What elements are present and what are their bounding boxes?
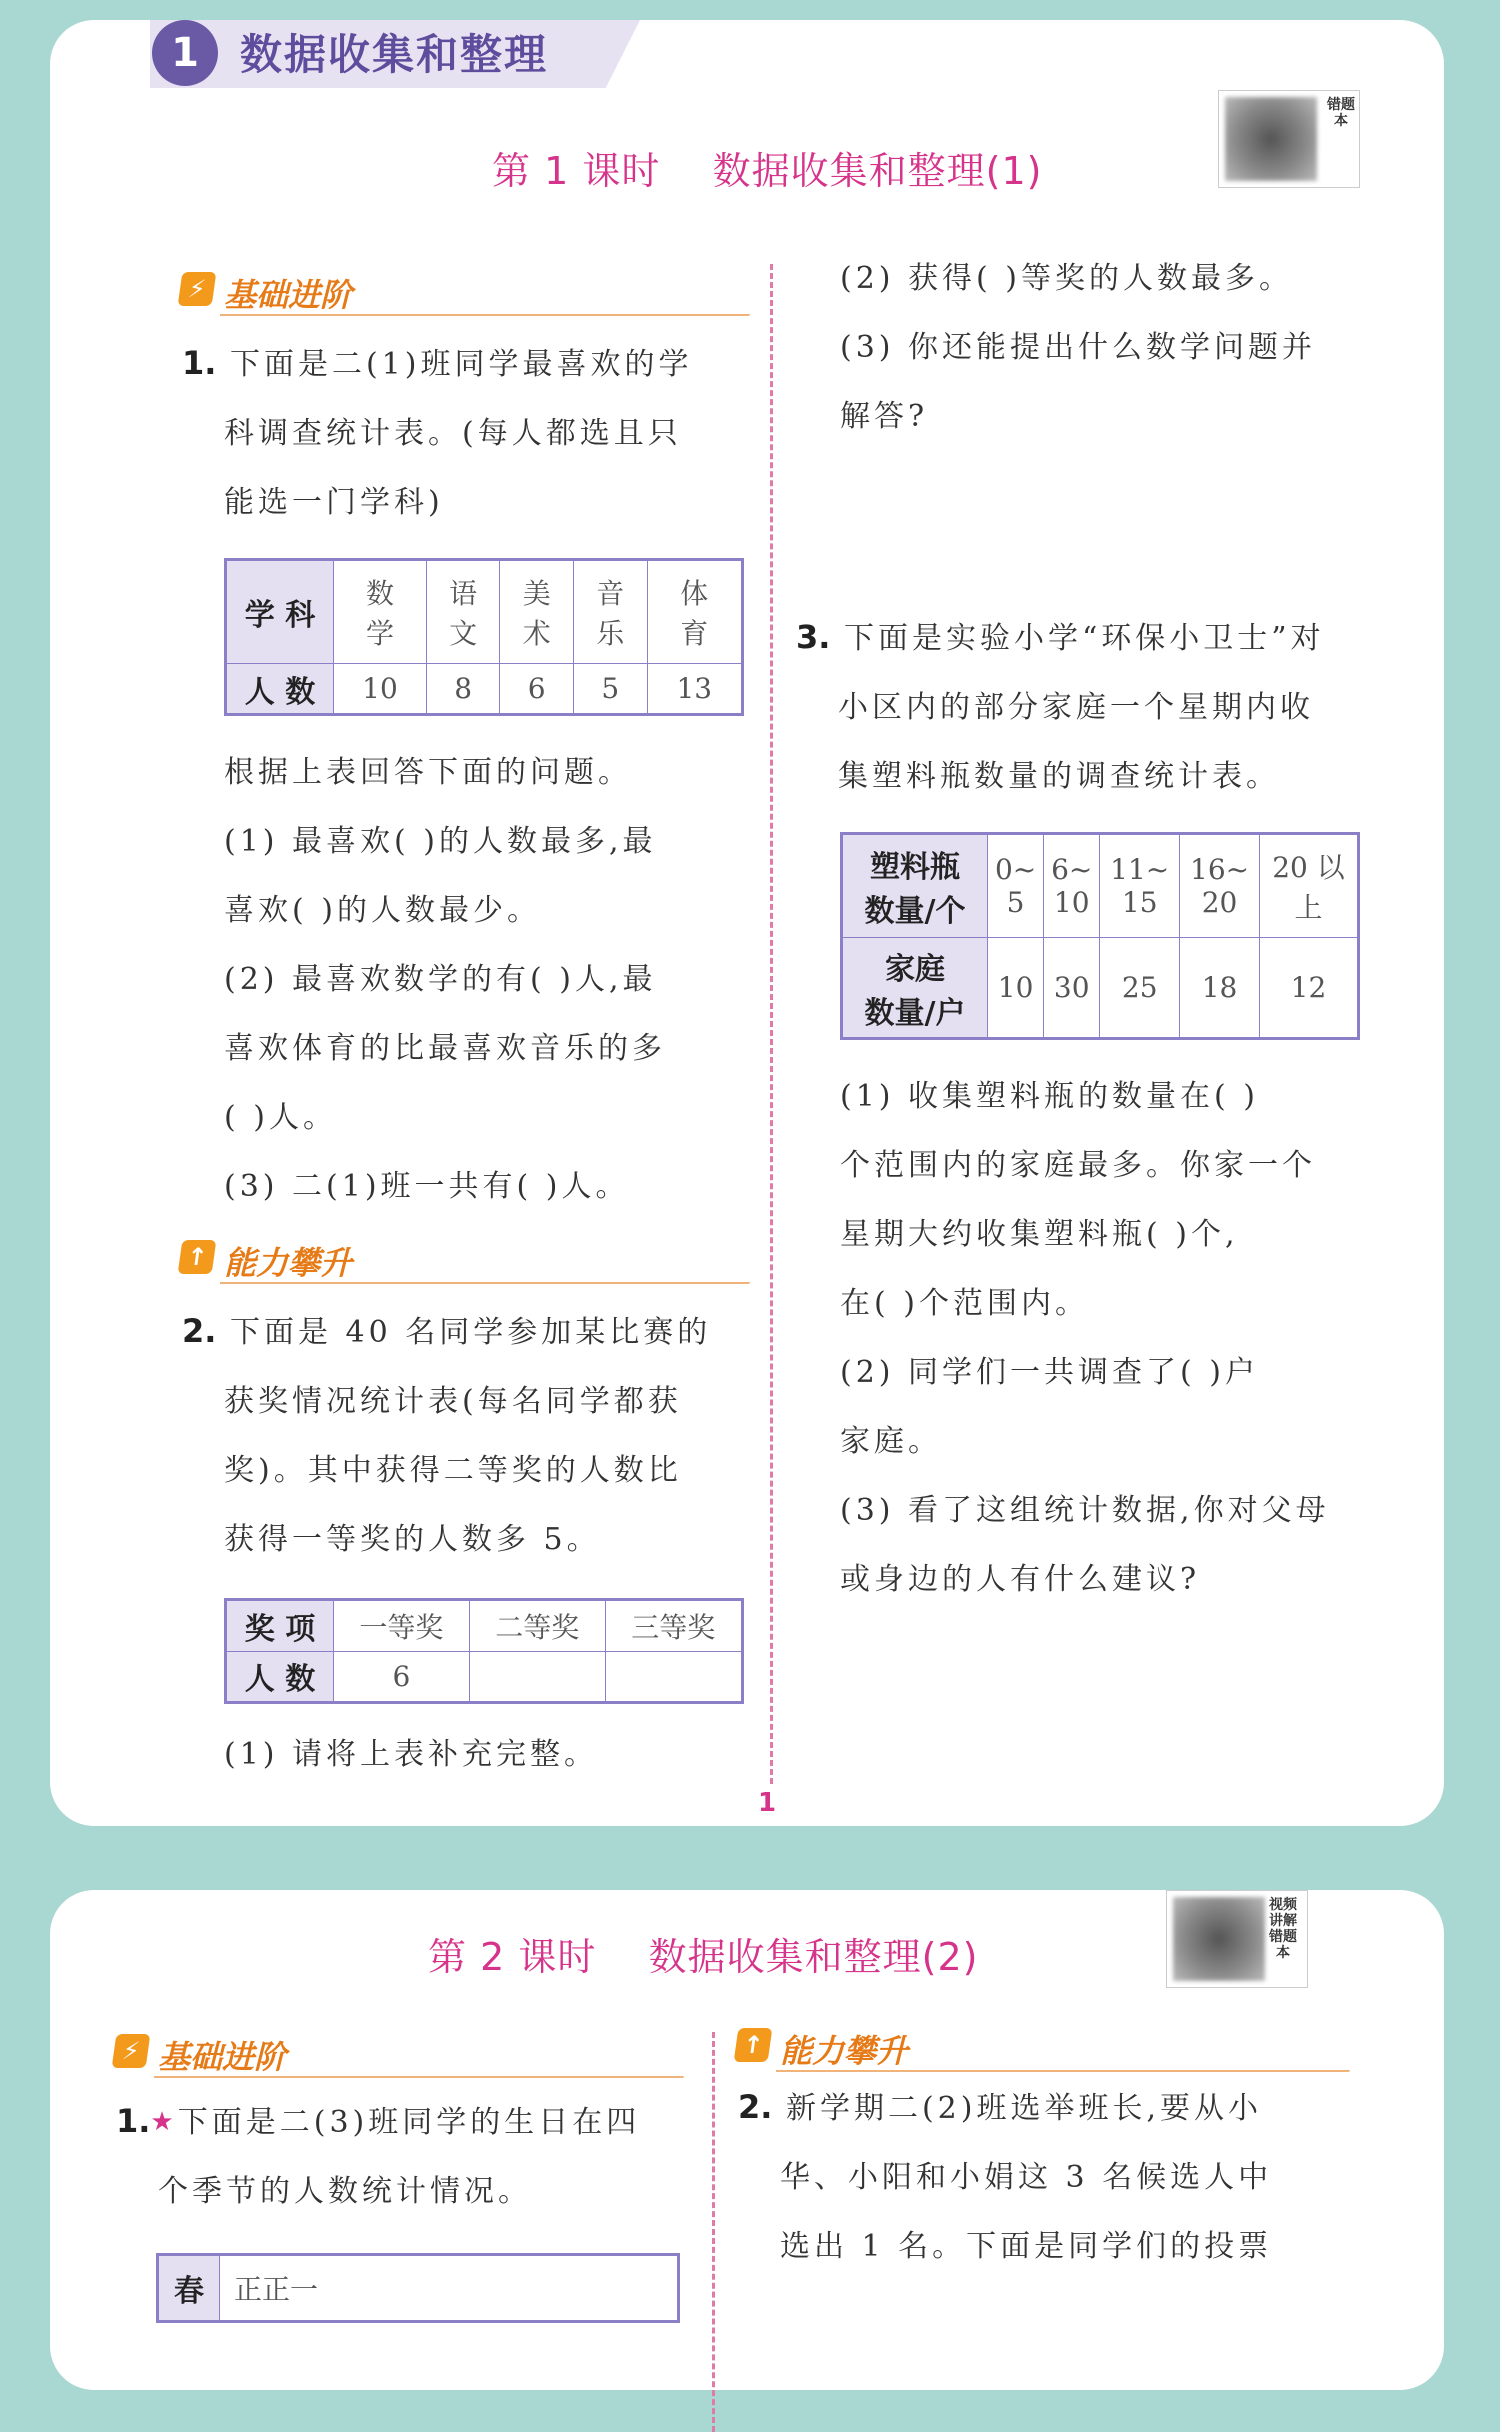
question-2 xyxy=(738,2074,1358,2281)
text-line: 喜欢体育的比最喜欢音乐的多 xyxy=(224,1031,666,1066)
section-underline xyxy=(220,314,750,316)
text-line: 个范围内的家庭最多。你家一个 xyxy=(840,1148,1316,1183)
text-line: 奖)。其中获得二等奖的人数比 xyxy=(224,1453,682,1488)
chapter-number-badge: 1 xyxy=(152,20,218,86)
question-1 xyxy=(182,330,762,537)
table-cell: 三等奖 xyxy=(605,1600,742,1652)
question-text: 下面是 40 名同学参加某比赛的 xyxy=(229,1315,712,1350)
question-3 xyxy=(796,604,1426,811)
lesson-title: 第 1 课时 数据收集和整理(1) xyxy=(492,149,1043,193)
tally-marks: 正正⼀ xyxy=(220,2255,679,2322)
climb-icon: ↑ xyxy=(178,1240,217,1274)
table-row-head: 奖 项 xyxy=(226,1600,334,1652)
section-basic-label: 基础进阶 xyxy=(158,2038,287,2076)
section-advance-label: 能力攀升 xyxy=(224,1244,353,1282)
chapter-title: 数据收集和整理 xyxy=(240,30,549,79)
table-cell: 二等奖 xyxy=(469,1600,605,1652)
table-row-head: 家庭 数量/户 xyxy=(842,938,988,1039)
table-cell: 体 育 xyxy=(647,560,742,664)
award-table xyxy=(224,1598,744,1704)
table-cell: 数 学 xyxy=(334,560,427,664)
table-cell: 6 xyxy=(334,1651,470,1703)
question-number: 1. xyxy=(116,2102,151,2140)
table-cell: 11~ 15 xyxy=(1100,834,1180,938)
question-2-subquestion xyxy=(224,1720,764,1789)
table-cell-blank[interactable] xyxy=(605,1651,742,1703)
table-cell: 18 xyxy=(1180,938,1260,1039)
table-cell: 一等奖 xyxy=(334,1600,470,1652)
runner-icon: ⚡ xyxy=(112,2034,151,2068)
text-line: 或身边的人有什么建议? xyxy=(840,1562,1201,1597)
qr-code[interactable] xyxy=(1166,1890,1308,1988)
question-number: 2. xyxy=(182,1312,217,1350)
question-number: 3. xyxy=(796,618,831,656)
star-icon: ★ xyxy=(150,2107,178,2137)
text-line: 集塑料瓶数量的调查统计表。 xyxy=(838,759,1280,794)
subject-survey-table xyxy=(224,558,744,716)
table-cell: 13 xyxy=(647,664,742,715)
table-cell-blank[interactable] xyxy=(469,1651,605,1703)
lesson-title: 第 2 课时 数据收集和整理(2) xyxy=(428,1935,979,1979)
section-basic-heading xyxy=(180,270,750,316)
text-line: (3) 你还能提出什么数学问题并 xyxy=(840,330,1317,365)
table-cell: 美 术 xyxy=(500,560,574,664)
question-2 xyxy=(182,1298,762,1574)
text-line: 喜欢( )的人数最少。 xyxy=(224,893,541,928)
runner-icon: ⚡ xyxy=(178,272,217,306)
question-1-subquestions xyxy=(224,738,764,1221)
table-cell: 6 xyxy=(500,664,574,715)
text-line: (1) 最喜欢( )的人数最多,最 xyxy=(224,824,657,859)
section-basic-label: 基础进阶 xyxy=(224,276,353,314)
text-line: (3) 二(1)班一共有( )人。 xyxy=(224,1169,630,1204)
birthday-tally-table xyxy=(156,2253,680,2323)
section-advance-heading xyxy=(180,1238,750,1284)
text-line: (1) 收集塑料瓶的数量在( ) xyxy=(840,1079,1259,1114)
section-underline xyxy=(776,2070,1350,2072)
question-2-continued xyxy=(840,244,1420,451)
page-number: 1 xyxy=(758,1788,777,1818)
text-line: (2) 最喜欢数学的有( )人,最 xyxy=(224,962,657,997)
qr-code-image xyxy=(1225,97,1317,181)
section-underline xyxy=(154,2076,684,2078)
question-text: 下面是实验小学“环保小卫士”对 xyxy=(843,621,1325,656)
question-1 xyxy=(116,2088,706,2226)
text-line: 星期大约收集塑料瓶( )个, xyxy=(840,1217,1239,1252)
table-cell: 20 以 上 xyxy=(1259,834,1358,938)
text-line: ( )人。 xyxy=(224,1100,337,1135)
text-line: 解答? xyxy=(840,399,929,434)
text-line: 小区内的部分家庭一个星期内收 xyxy=(838,690,1314,725)
text-line: 获得一等奖的人数多 5。 xyxy=(224,1522,601,1557)
table-row-head: 人 数 xyxy=(226,1651,334,1703)
question-1-line-2: 科调查统计表。(每人都选且只 xyxy=(224,416,682,451)
table-cell: 30 xyxy=(1044,938,1100,1039)
table-row-head: 人 数 xyxy=(226,664,334,715)
text-line: (3) 看了这组统计数据,你对父母 xyxy=(840,1493,1330,1528)
section-underline xyxy=(220,1282,750,1284)
plastic-bottle-table xyxy=(840,832,1360,1040)
column-divider xyxy=(712,2032,715,2432)
qr-code-image xyxy=(1173,1897,1265,1981)
question-text: 下面是二(3)班同学的生日在四 xyxy=(177,2105,641,2140)
section-advance-heading xyxy=(736,2026,1350,2072)
question-number: 1. xyxy=(182,344,217,382)
table-cell: 10 xyxy=(988,938,1044,1039)
text-line: 获奖情况统计表(每名同学都获 xyxy=(224,1384,682,1419)
question-1-line-1 xyxy=(182,330,762,399)
qr-label: 错题本 xyxy=(1327,97,1355,129)
section-advance-label: 能力攀升 xyxy=(780,2032,909,2070)
text-line: 选出 1 名。下面是同学们的投票 xyxy=(780,2229,1273,2264)
table-cell: 10 xyxy=(334,664,427,715)
text-line: 根据上表回答下面的问题。 xyxy=(224,755,632,790)
question-3-subquestions xyxy=(840,1062,1420,1614)
question-number: 2. xyxy=(738,2088,773,2126)
text-line: 在( )个范围内。 xyxy=(840,1286,1089,1321)
text-line: (2) 同学们一共调查了( )户 xyxy=(840,1355,1259,1390)
column-divider xyxy=(770,264,773,1784)
text-line: (2) 获得( )等奖的人数最多。 xyxy=(840,261,1293,296)
qr-code[interactable] xyxy=(1218,90,1360,188)
table-cell: 25 xyxy=(1100,938,1180,1039)
table-cell: 0~ 5 xyxy=(988,834,1044,938)
table-row-head: 学 科 xyxy=(226,560,334,664)
text-line: 华、小阳和小娟这 3 名候选人中 xyxy=(780,2160,1273,2195)
table-cell: 6~ 10 xyxy=(1044,834,1100,938)
worksheet-page-1 xyxy=(50,20,1444,1826)
qr-label: 视频讲解错题本 xyxy=(1269,1897,1297,1961)
table-cell: 8 xyxy=(426,664,500,715)
table-row-head: 塑料瓶 数量/个 xyxy=(842,834,988,938)
question-1-line-3: 能选一门学科) xyxy=(224,485,444,520)
text-line: (1) 请将上表补充完整。 xyxy=(224,1737,599,1772)
climb-icon: ↑ xyxy=(734,2028,773,2062)
table-cell: 音 乐 xyxy=(573,560,647,664)
table-cell: 16~ 20 xyxy=(1180,834,1260,938)
table-cell: 12 xyxy=(1259,938,1358,1039)
worksheet-page-2 xyxy=(50,1890,1444,2390)
table-cell: 语 文 xyxy=(426,560,500,664)
text-line: 个季节的人数统计情况。 xyxy=(158,2174,532,2209)
question-text: 下面是二(1)班同学最喜欢的学 xyxy=(229,347,693,382)
section-basic-heading xyxy=(114,2032,684,2078)
text-line: 家庭。 xyxy=(840,1424,942,1459)
question-text: 新学期二(2)班选举班长,要从小 xyxy=(785,2091,1262,2126)
table-row-head: 春 xyxy=(158,2255,220,2322)
table-cell: 5 xyxy=(573,664,647,715)
